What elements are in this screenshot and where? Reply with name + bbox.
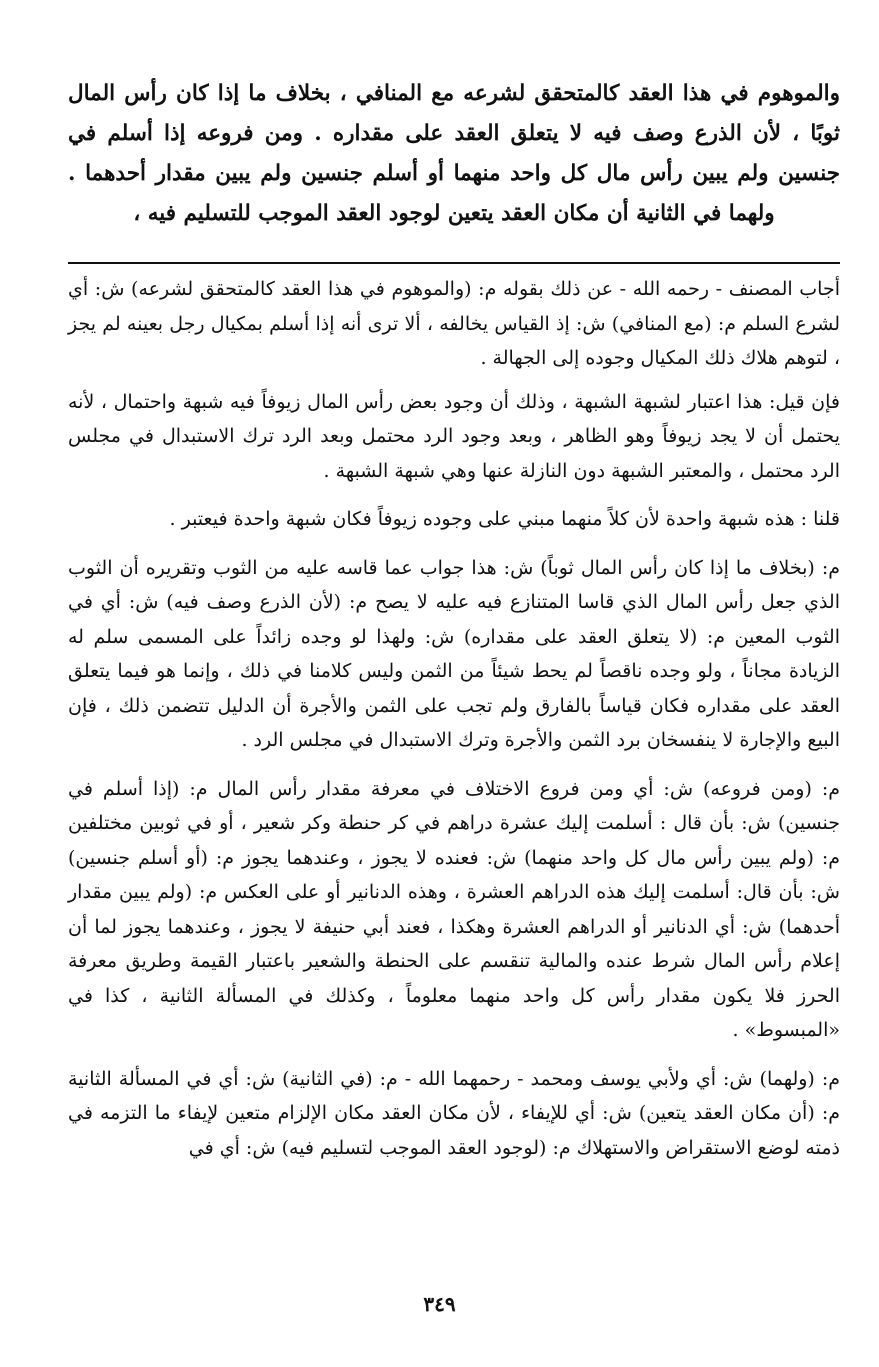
sharh-paragraph: م: (بخلاف ما إذا كان رأس المال ثوباً) ش: هذا جواب عما قاسه عليه من الثوب وتقريره أن الثوب الذي جعل رأس المال الذي قاسا المتنازع فيه عليه لا يصح م: (لأن الذرع وصف فيه) ش: أي في الثوب المعين م: (لا يتعلق العقد على مقداره) ش: ولهذا لو وجده زائداً على المسمى سلم له الزيادة مجاناً ، ولو وجده ناقصاً لم يحط شيئاً من الثمن وليس كلامنا في ذلك ، وإنما هو فيما يتعلق العقد على مقداره فكان قياساً بالفارق ولم تجب على الثمن والأجرة أن الدليل تتضمن ذلك ، فإن البيع والإجارة لا ينفسخان برد الثمن والأجرة وترك الاستبدال في مجلس الرد . xyxy=(68,556,840,751)
sharh-paragraph: قلنا : هذه شبهة واحدة لأن كلاً منهما مبني على وجوده زيوفاً فكان شبهة واحدة فيعتبر . xyxy=(169,508,840,530)
sharh-paragraph: أجاب المصنف - رحمه الله - عن ذلك بقوله م: (والموهوم في هذا العقد كالمتحقق لشرعه) ش: أي لشرع السلم م: (مع المنافي) ش: إذ القياس يخالفه ، ألا ترى أنه إذا أسلم بمكيال رجل بعينه لم يجز ، لتوهم هلاك ذلك المكيال وجوده إلى الجهالة . xyxy=(68,278,840,369)
sharh-commentary xyxy=(68,272,840,1165)
page-number: ٣٤٩ xyxy=(423,1292,456,1316)
book-page xyxy=(68,60,840,1174)
sharh-paragraph: م: (ومن فروعه) ش: أي ومن فروع الاختلاف في معرفة مقدار رأس المال م: (إذا أسلم في جنسين) ش: بأن قال : أسلمت إليك عشرة دراهم في كر حنطة وكر شعير ، أو في ثوبين مختلفين م: (ولم يبين رأس مال كل واحد منهما) ش: فعنده لا يجوز ، وعندهما يجوز م: (أو أسلم جنسين) ش: بأن قال: أسلمت إليك هذه الدراهم العشرة ، وهذه الدنانير أو على العكس م: (ولم يبين مقدار أحدهما) ش: أي الدنانير أو الدراهم العشرة وهكذا ، فعند أبي حنيفة لا يجوز ، وعندهما يجوز لما أن إعلام رأس المال شرط عنده والمالية تنقسم على الحنطة والشعير باعتبار القيمة وطريق معرفة الحرز فلا يكون مقدار رأس كل واحد منهما معلوماً ، وكذلك في المسألة الثانية ، كذا في «المبسوط» . xyxy=(68,777,840,1041)
sharh-paragraph: فإن قيل: هذا اعتبار لشبهة الشبهة ، وذلك أن وجود بعض رأس المال زيوفاً فيه شبهة واحتمال ، لأنه يحتمل أن لا يجد زيوفاً وهو الظاهر ، وبعد وجود الرد محتمل وبعد الرد ترك الاستبدال في مجلس الرد محتمل ، والمعتبر الشبهة دون النازلة عنها وهي شبهة الشبهة . xyxy=(68,390,840,482)
separator-line xyxy=(68,262,840,264)
sharh-paragraph: م: (ولهما) ش: أي ولأبي يوسف ومحمد - رحمهما الله - م: (في الثانية) ش: أي في المسألة الثانية م: (أن مكان العقد يتعين) ش: أي للإيفاء ، لأن مكان العقد مكان الإلزام متعين لإيفاء ما التزمه في ذمته لوضع الاستقراض والاستهلاك م: (لوجود العقد الموجب لتسليم فيه) ش: أي في xyxy=(68,1067,840,1159)
matn-text: والموهوم في هذا العقد كالمتحقق لشرعه مع المنافي ، بخلاف ما إذا كان رأس المال ثوبًا ، لأن الذرع وصف فيه لا يتعلق العقد على مقداره . ومن فروعه إذا أسلم في جنسين ولم يبين رأس مال كل واحد منهما أو أسلم جنسين ولم يبين مقدار أحدهما . ولهما في الثانية أن مكان العقد يتعين لوجود العقد الموجب للتسليم فيه ، xyxy=(68,81,840,226)
